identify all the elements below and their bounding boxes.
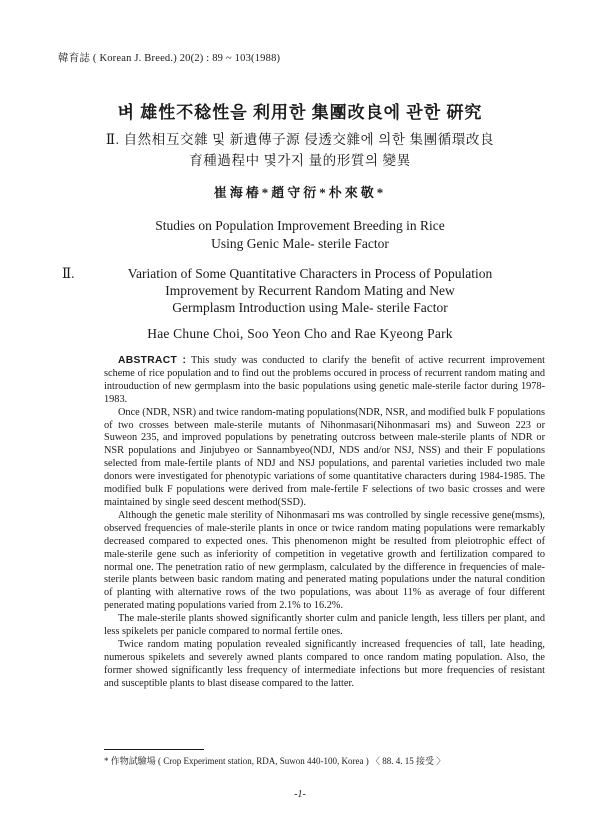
abstract-paragraph: Although the genetic male sterility of Nihonmasari ms was controlled by single recessive gene(msms), observed frequencies of male-sterile plants in once or twice random mating populations were remarkably decreased compared to expected ones. This phenomenon might be resulted from pleiotrophic effect of male-sterile gene such as inferiority of competition in vegetative growth and fertilization compared to normal one. The penetration ratio of new germplasm, calculated by the difference in frequencies of male-sterile plants between basic random mating and penerated mating populations under the natural condition of planting with alternative rows of the two populations, was about 11% as average of four different penerated mating populations varied from 2.1% to 16.2%. bbox=[104, 509, 545, 612]
affiliation-footnote: * 作物試驗場 ( Crop Experiment station, RDA, Suwon 440-100, Korea ) 〈 88. 4. 15 接受 〉 bbox=[104, 756, 446, 766]
english-title-line2: Using Genic Male- sterile Factor bbox=[211, 236, 389, 251]
abstract-heading: ABSTRACT : bbox=[118, 355, 187, 366]
abstract-paragraph bbox=[104, 355, 545, 407]
abstract bbox=[104, 355, 545, 691]
abstract-paragraph: Once (NDR, NSR) and twice random-mating populations(NDR, NSR, and modified bulk F populations of two crosses between male-sterile mutants of Nihonmasari(Nihonmasari ms) and Suweon 223 or Suweon 235, and improved populations by penetrating outcross between male-sterile plants of NDR or NSR populations and Jinjubyeo or Sannambyeo(NDJ, NDS and/or NSJ, NSS) and their F populations selected from male-fertile plants of NDJ and NSJ populations, and parental varieties included two male donors were investigated for phenotypic variations of some quantitative characters during 1984-1985. The modified bulk F populations were derived from male-fertile F selections of two basic crosses and were maintained by single seed descent method(SSD). bbox=[104, 406, 545, 508]
english-title-line1: Studies on Population Improvement Breeding in Rice bbox=[155, 218, 445, 233]
english-subtitle bbox=[62, 265, 540, 316]
english-subtitle-line2: Improvement by Recurrent Random Mating and New bbox=[165, 283, 455, 298]
korean-authors: 崔海椿*趙守衍*朴來敬* bbox=[213, 185, 387, 200]
abstract-paragraph: Twice random mating population revealed significantly increased frequencies of tall, late heading, numerous spikelets and severely awned plants compared to once random mating population. Also, the former showed significantly less frequency of intermediate infections but more frequencies of resistant and susceptible plants to blast disease compared to the latter. bbox=[104, 638, 545, 689]
abstract-paragraph: The male-sterile plants showed significantly shorter culm and panicle length, less tillers per plant, and less spikelets per panicle compared to normal fertile ones. bbox=[104, 613, 545, 638]
english-authors: Hae Chune Choi, Soo Yeon Cho and Rae Kyeong Park bbox=[147, 326, 453, 341]
journal-citation: 韓育誌 ( Korean J. Breed.) 20(2) : 89 ~ 103(1988) bbox=[58, 53, 281, 64]
english-subtitle-line3: Germplasm Introduction using Male- sterile Factor bbox=[172, 300, 448, 315]
abstract-text-1: This study was conducted to clarify the benefit of active recurrent improvement scheme of rice population and to find out the problems occured in process of recurrent random mating and introuduction of new germplasm into the basic populations using genetic male-sterile factor during 1978-1983. bbox=[104, 355, 546, 405]
korean-subtitle-line2: 育種過程中 몇가지 量的形質의 變異 bbox=[189, 153, 411, 168]
english-subtitle-line1: Variation of Some Quantitative Characters in Process of Population bbox=[127, 266, 493, 281]
korean-subtitle-line1: Ⅱ. 自然相互交雜 및 新遺傳子源 侵透交雜에 의한 集團循環改良 bbox=[105, 132, 495, 147]
footnote-rule bbox=[104, 749, 204, 750]
english-subtitle-numeral: Ⅱ. bbox=[62, 266, 75, 281]
page-number: -1- bbox=[294, 789, 306, 800]
korean-title: 벼 雄性不稔性을 利用한 集團改良에 관한 硏究 bbox=[117, 103, 483, 122]
